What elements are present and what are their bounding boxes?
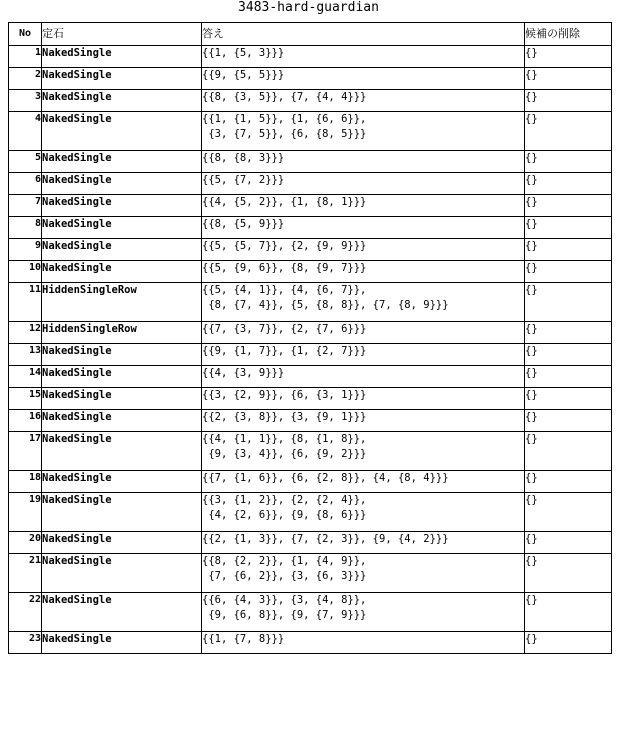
row-number: 15 bbox=[9, 388, 42, 410]
row-technique: NakedSingle bbox=[42, 471, 202, 493]
header-answer: 答え bbox=[202, 23, 525, 46]
row-answer: {{4, {5, 2}}, {1, {8, 1}}} bbox=[202, 195, 525, 217]
row-number: 20 bbox=[9, 532, 42, 554]
row-technique: NakedSingle bbox=[42, 388, 202, 410]
row-answer: {{7, {3, 7}}, {2, {7, 6}}} bbox=[202, 322, 525, 344]
table-row bbox=[9, 554, 612, 593]
row-number: 22 bbox=[9, 593, 42, 632]
row-answer: {{8, {2, 2}}, {1, {4, 9}}, {7, {6, 2}}, {3, {6, 3}}} bbox=[202, 554, 525, 593]
row-technique: NakedSingle bbox=[42, 68, 202, 90]
row-removal: {} bbox=[525, 68, 612, 90]
row-answer: {{5, {7, 2}}} bbox=[202, 173, 525, 195]
row-removal: {} bbox=[525, 261, 612, 283]
row-answer: {{1, {5, 3}}} bbox=[202, 46, 525, 68]
table-row bbox=[9, 344, 612, 366]
row-number: 18 bbox=[9, 471, 42, 493]
page-title: 3483-hard-guardian bbox=[238, 0, 379, 15]
row-number: 7 bbox=[9, 195, 42, 217]
row-removal: {} bbox=[525, 217, 612, 239]
row-answer: {{2, {3, 8}}, {3, {9, 1}}} bbox=[202, 410, 525, 432]
table-row bbox=[9, 632, 612, 654]
row-removal: {} bbox=[525, 593, 612, 632]
header-row bbox=[9, 23, 612, 46]
table-row bbox=[9, 283, 612, 322]
row-removal: {} bbox=[525, 432, 612, 471]
row-removal: {} bbox=[525, 173, 612, 195]
table-row bbox=[9, 471, 612, 493]
row-number: 11 bbox=[9, 283, 42, 322]
row-technique: NakedSingle bbox=[42, 261, 202, 283]
row-number: 14 bbox=[9, 366, 42, 388]
row-number: 4 bbox=[9, 112, 42, 151]
row-technique: NakedSingle bbox=[42, 195, 202, 217]
row-technique: NakedSingle bbox=[42, 432, 202, 471]
row-technique: NakedSingle bbox=[42, 239, 202, 261]
row-technique: NakedSingle bbox=[42, 344, 202, 366]
row-removal: {} bbox=[525, 471, 612, 493]
row-removal: {} bbox=[525, 366, 612, 388]
row-answer: {{9, {1, 7}}, {1, {2, 7}}} bbox=[202, 344, 525, 366]
row-removal: {} bbox=[525, 493, 612, 532]
table-row bbox=[9, 151, 612, 173]
table-row bbox=[9, 112, 612, 151]
row-removal: {} bbox=[525, 410, 612, 432]
table-row bbox=[9, 239, 612, 261]
row-number: 1 bbox=[9, 46, 42, 68]
row-answer: {{2, {1, 3}}, {7, {2, 3}}, {9, {4, 2}}} bbox=[202, 532, 525, 554]
table-row bbox=[9, 388, 612, 410]
row-number: 23 bbox=[9, 632, 42, 654]
table-row bbox=[9, 532, 612, 554]
row-technique: NakedSingle bbox=[42, 46, 202, 68]
row-technique: HiddenSingleRow bbox=[42, 283, 202, 322]
row-number: 19 bbox=[9, 493, 42, 532]
row-removal: {} bbox=[525, 151, 612, 173]
table-row bbox=[9, 261, 612, 283]
header-no: No bbox=[9, 23, 42, 46]
row-number: 8 bbox=[9, 217, 42, 239]
row-answer: {{1, {7, 8}}} bbox=[202, 632, 525, 654]
row-number: 2 bbox=[9, 68, 42, 90]
header-removal: 候補の削除 bbox=[525, 23, 612, 46]
row-number: 5 bbox=[9, 151, 42, 173]
row-removal: {} bbox=[525, 195, 612, 217]
row-answer: {{8, {8, 3}}} bbox=[202, 151, 525, 173]
row-removal: {} bbox=[525, 554, 612, 593]
table-row bbox=[9, 493, 612, 532]
row-removal: {} bbox=[525, 532, 612, 554]
row-technique: NakedSingle bbox=[42, 554, 202, 593]
row-technique: NakedSingle bbox=[42, 366, 202, 388]
row-answer: {{6, {4, 3}}, {3, {4, 8}}, {9, {6, 8}}, {9, {7, 9}}} bbox=[202, 593, 525, 632]
row-technique: NakedSingle bbox=[42, 90, 202, 112]
row-removal: {} bbox=[525, 112, 612, 151]
row-answer: {{4, {3, 9}}} bbox=[202, 366, 525, 388]
row-removal: {} bbox=[525, 239, 612, 261]
table-row bbox=[9, 46, 612, 68]
row-removal: {} bbox=[525, 90, 612, 112]
table-row bbox=[9, 432, 612, 471]
row-number: 21 bbox=[9, 554, 42, 593]
row-number: 6 bbox=[9, 173, 42, 195]
row-technique: NakedSingle bbox=[42, 410, 202, 432]
row-removal: {} bbox=[525, 322, 612, 344]
row-number: 10 bbox=[9, 261, 42, 283]
table-row bbox=[9, 173, 612, 195]
row-answer: {{1, {1, 5}}, {1, {6, 6}}, {3, {7, 5}}, {6, {8, 5}}} bbox=[202, 112, 525, 151]
table-row bbox=[9, 322, 612, 344]
row-removal: {} bbox=[525, 632, 612, 654]
row-removal: {} bbox=[525, 283, 612, 322]
row-technique: NakedSingle bbox=[42, 112, 202, 151]
row-answer: {{9, {5, 5}}} bbox=[202, 68, 525, 90]
row-removal: {} bbox=[525, 388, 612, 410]
row-technique: NakedSingle bbox=[42, 217, 202, 239]
table-row bbox=[9, 217, 612, 239]
row-technique: NakedSingle bbox=[42, 151, 202, 173]
row-number: 13 bbox=[9, 344, 42, 366]
row-number: 12 bbox=[9, 322, 42, 344]
table-row bbox=[9, 90, 612, 112]
row-answer: {{8, {3, 5}}, {7, {4, 4}}} bbox=[202, 90, 525, 112]
row-removal: {} bbox=[525, 344, 612, 366]
row-number: 16 bbox=[9, 410, 42, 432]
table-row bbox=[9, 593, 612, 632]
row-technique: NakedSingle bbox=[42, 173, 202, 195]
row-technique: NakedSingle bbox=[42, 632, 202, 654]
table-row bbox=[9, 410, 612, 432]
row-number: 17 bbox=[9, 432, 42, 471]
row-answer: {{4, {1, 1}}, {8, {1, 8}}, {9, {3, 4}}, {6, {9, 2}}} bbox=[202, 432, 525, 471]
solution-table bbox=[8, 22, 612, 654]
table-row bbox=[9, 195, 612, 217]
row-technique: NakedSingle bbox=[42, 593, 202, 632]
row-answer: {{8, {5, 9}}} bbox=[202, 217, 525, 239]
table-row bbox=[9, 68, 612, 90]
row-answer: {{3, {2, 9}}, {6, {3, 1}}} bbox=[202, 388, 525, 410]
row-number: 9 bbox=[9, 239, 42, 261]
row-removal: {} bbox=[525, 46, 612, 68]
table-row bbox=[9, 366, 612, 388]
row-technique: NakedSingle bbox=[42, 532, 202, 554]
header-technique: 定石 bbox=[42, 23, 202, 46]
row-number: 3 bbox=[9, 90, 42, 112]
row-technique: NakedSingle bbox=[42, 493, 202, 532]
row-answer: {{5, {5, 7}}, {2, {9, 9}}} bbox=[202, 239, 525, 261]
row-answer: {{5, {4, 1}}, {4, {6, 7}}, {8, {7, 4}}, {5, {8, 8}}, {7, {8, 9}}} bbox=[202, 283, 525, 322]
row-answer: {{5, {9, 6}}, {8, {9, 7}}} bbox=[202, 261, 525, 283]
row-answer: {{3, {1, 2}}, {2, {2, 4}}, {4, {2, 6}}, {9, {8, 6}}} bbox=[202, 493, 525, 532]
row-technique: HiddenSingleRow bbox=[42, 322, 202, 344]
row-answer: {{7, {1, 6}}, {6, {2, 8}}, {4, {8, 4}}} bbox=[202, 471, 525, 493]
